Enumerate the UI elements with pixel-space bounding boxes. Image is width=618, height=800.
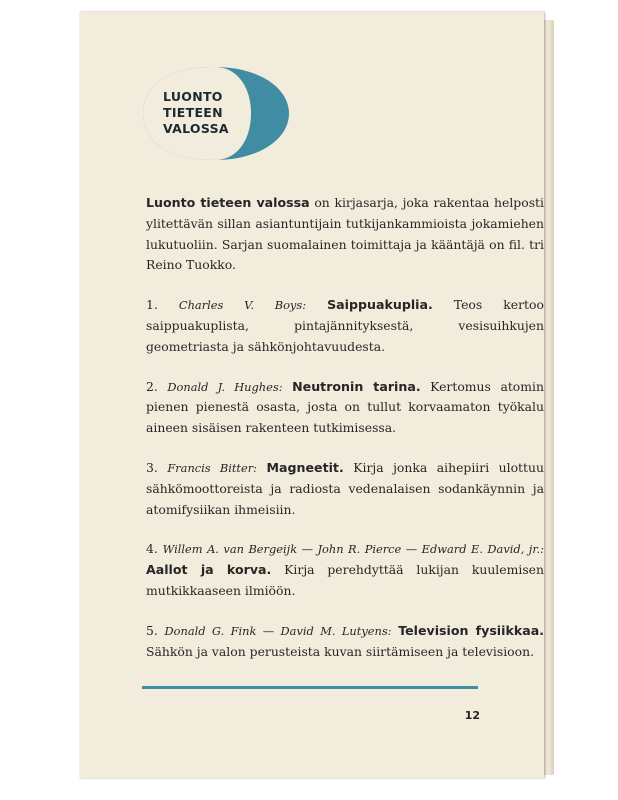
book-description: Teos kertoo saippuakuplista, pintajännityksestä, vesisuihkujen geometriasta ja sähkönjohtavuudesta. xyxy=(146,297,544,354)
book-description: Kirja jonka aihepiiri ulottuu sähkömoottoreista ja radiosta vedenalaisen sodankäynnin ja atomifysiikan ihmeisiin. xyxy=(146,459,544,517)
horizontal-rule xyxy=(142,686,478,689)
book-number: 3. xyxy=(146,459,158,475)
book-entry xyxy=(146,539,544,601)
book-entry xyxy=(146,458,544,520)
book-page xyxy=(80,12,544,778)
series-logo-text xyxy=(163,89,243,137)
book-author: Francis Bitter: xyxy=(167,460,258,475)
book-title: Magneetit. xyxy=(266,459,344,475)
book-author: Willem A. van Bergeijk — John R. Pierce — Edward E. David, jr.: xyxy=(162,542,544,557)
book-title: Aallot ja korva. xyxy=(146,562,272,578)
logo-line: VALOSSA xyxy=(163,121,229,136)
book-title: Saippuakuplia. xyxy=(327,297,433,313)
book-title: Television fysiikkaa. xyxy=(398,622,544,638)
book-number: 4. xyxy=(146,541,158,557)
book-number: 5. xyxy=(146,622,158,638)
logo-line: LUONTO xyxy=(163,89,223,104)
series-name: Luonto tieteen valossa xyxy=(146,195,310,210)
book-description: Kirja perehdyttää lukijan kuulemisen mutkikkaaseen ilmiöön. xyxy=(146,562,544,598)
book-description: Kertomus atomin pienen pienestä osasta, josta on tullut korvaamaton työkalu aineen sisäisen rakenteen tutkimisessa. xyxy=(146,378,544,436)
book-entry xyxy=(146,295,544,357)
book-title: Neutronin tarina. xyxy=(292,378,421,394)
page-number: 12 xyxy=(464,709,480,722)
series-description xyxy=(146,193,544,681)
book-author: Donald J. Hughes: xyxy=(167,379,283,394)
series-logo xyxy=(143,67,289,160)
book-description: Sähkön ja valon perusteista kuvan siirtämiseen ja televisioon. xyxy=(146,643,535,659)
book-author: Donald G. Fink — David M. Lutyens: xyxy=(164,623,392,638)
logo-line: TIETEEN xyxy=(163,105,223,120)
book-entry xyxy=(146,377,544,439)
book-author: Charles V. Boys: xyxy=(178,298,307,313)
intro-text: on kirjasarja, joka rakentaa helposti ylitettävän sillan asiantuntijain tutkijankammioista jokamiehen lukutuoliin. Sarjan suomalainen toimittaja ja kääntäjä on fil. tri Reino Tuokko. xyxy=(146,195,544,273)
book-number: 2. xyxy=(146,378,158,394)
book-number: 1. xyxy=(146,297,158,313)
book-entry xyxy=(146,621,544,663)
intro-paragraph xyxy=(146,193,544,276)
